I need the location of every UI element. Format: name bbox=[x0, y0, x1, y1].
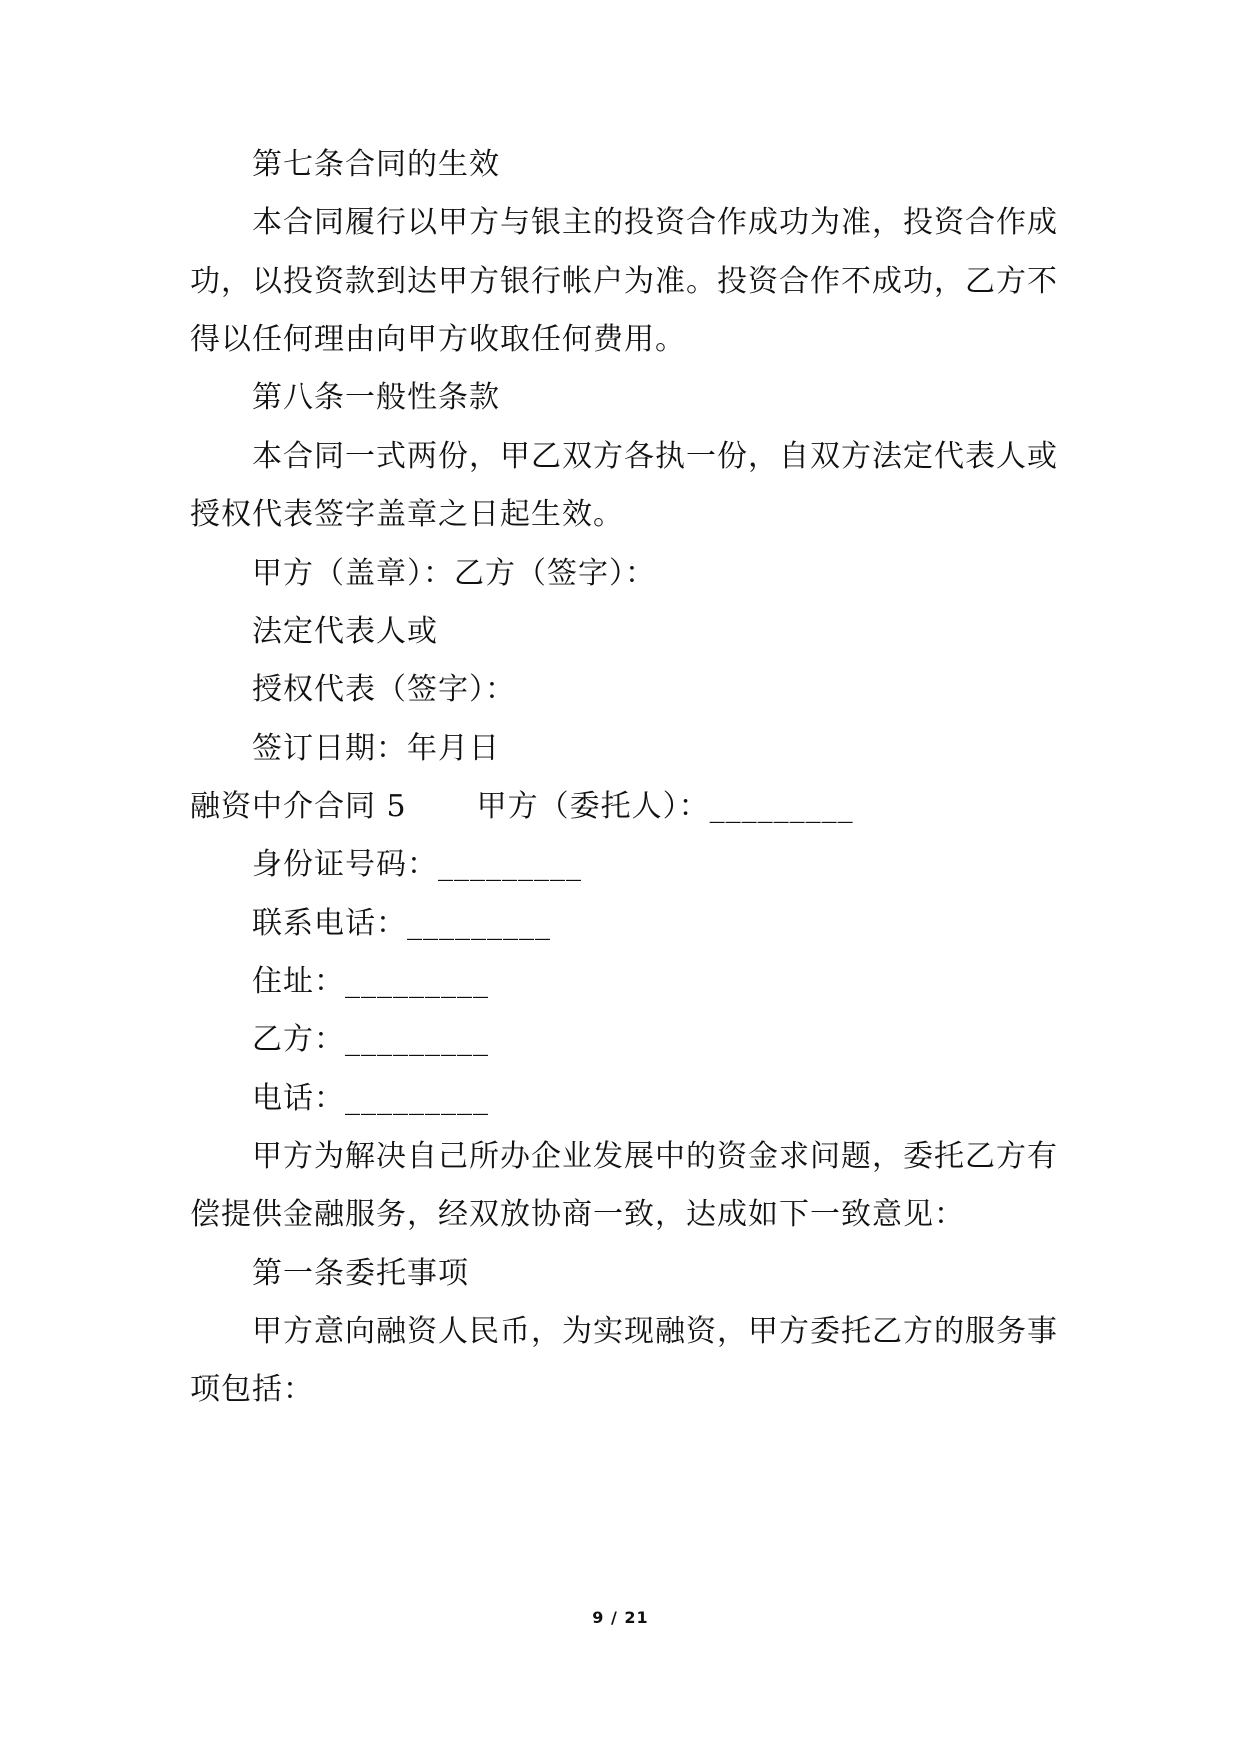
paragraph-line: 甲方意向融资人民币，为实现融资，甲方委托乙方的服务事 bbox=[252, 1314, 1058, 1349]
paragraph-line: 授权代表签字盖章之日起生效。 bbox=[190, 497, 624, 532]
party-b-phone-field: 电话：_________ bbox=[252, 1081, 489, 1116]
article-8-heading: 第八条一般性条款 bbox=[252, 380, 500, 415]
address-field: 住址：_________ bbox=[252, 964, 489, 999]
party-a-field: 甲方（委托人）：_________ bbox=[476, 789, 854, 824]
signature-line: 甲方（盖章）：乙方（签字）： bbox=[252, 556, 656, 591]
signature-line: 授权代表（签字）： bbox=[252, 672, 516, 707]
paragraph-line: 本合同一式两份，甲乙双方各执一份，自双方法定代表人或 bbox=[252, 439, 1058, 474]
contract-title-line bbox=[190, 787, 854, 827]
phone-field: 联系电话：_________ bbox=[252, 906, 551, 941]
paragraph-line: 项包括： bbox=[190, 1372, 314, 1407]
contract-title: 融资中介合同 5 bbox=[190, 789, 407, 824]
page-number: 9 / 21 bbox=[592, 1608, 649, 1627]
paragraph-line: 本合同履行以甲方与银主的投资合作成功为准，投资合作成 bbox=[252, 205, 1058, 240]
paragraph-line: 得以任何理由向甲方收取任何费用。 bbox=[190, 322, 686, 357]
id-number-field: 身份证号码：_________ bbox=[252, 847, 582, 882]
paragraph-line: 偿提供金融服务，经双放协商一致，达成如下一致意见： bbox=[190, 1197, 965, 1232]
article-1-heading: 第一条委托事项 bbox=[252, 1256, 469, 1291]
article-7-heading: 第七条合同的生效 bbox=[252, 147, 500, 182]
signing-date-line: 签订日期：年月日 bbox=[252, 731, 500, 766]
signature-line: 法定代表人或 bbox=[252, 614, 438, 649]
party-b-field: 乙方：_________ bbox=[252, 1022, 489, 1057]
paragraph-line: 甲方为解决自己所办企业发展中的资金求问题，委托乙方有 bbox=[252, 1139, 1058, 1174]
paragraph-line: 功，以投资款到达甲方银行帐户为准。投资合作不成功，乙方不 bbox=[190, 264, 1058, 299]
